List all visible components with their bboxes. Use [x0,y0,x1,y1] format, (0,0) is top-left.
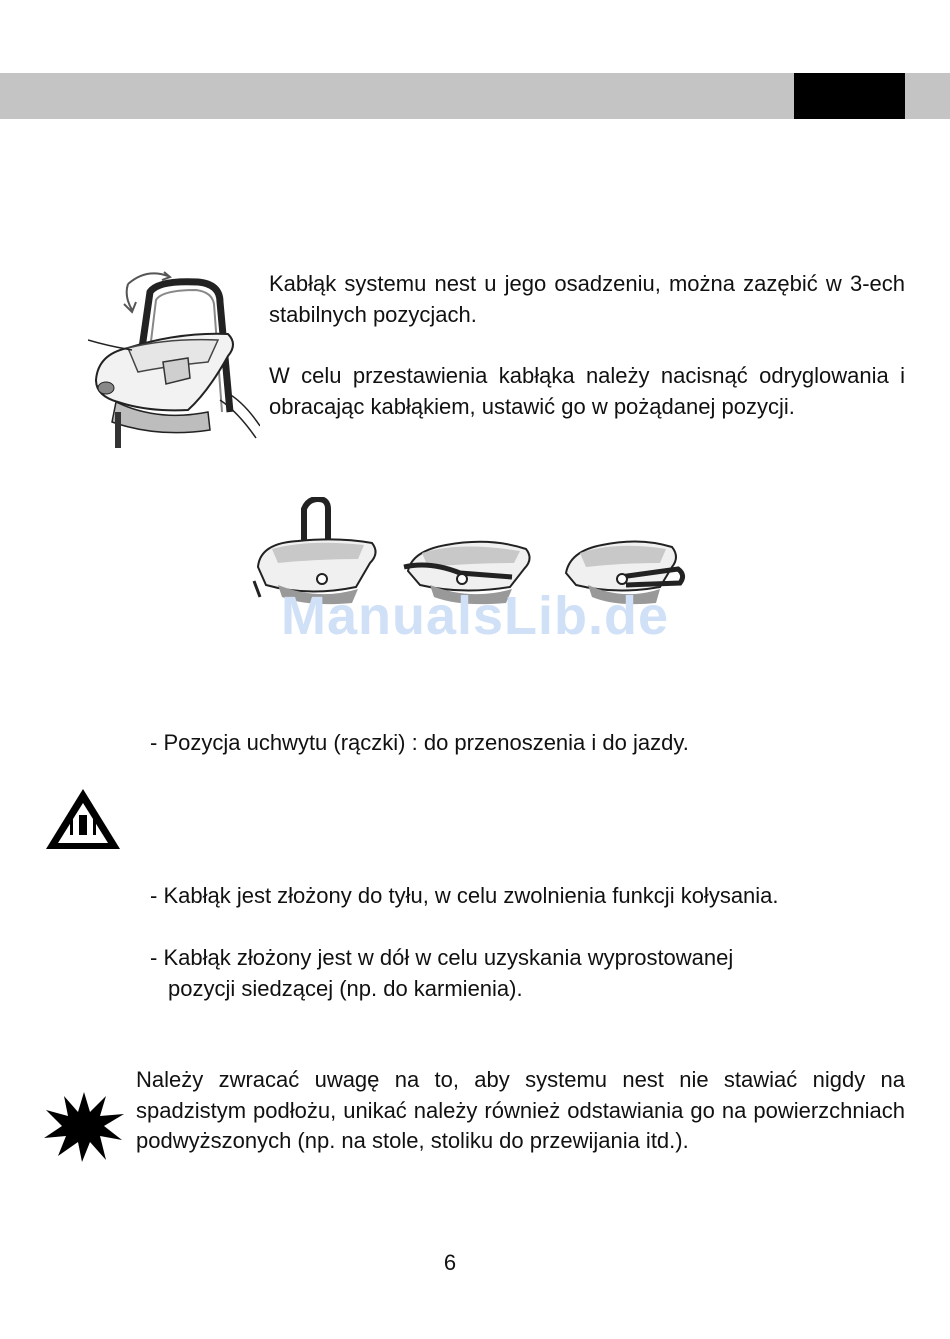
caution-burst-icon [44,1092,124,1162]
intro-paragraph-1: Kabłąk systemu nest u jego osadzeniu, można zazębić w 3-ech stabilnych pozycjach. [269,271,905,327]
carrier-handle-illustration [88,262,260,452]
watermark: ManualsLib.de [280,586,670,646]
bullet-handle-position: - Pozycja uchwytu (rączki) : do przenoszenia i do jazdy. [150,730,689,755]
bullet-folded-down-line2: pozycji siedzącej (np. do karmienia). [168,976,523,1001]
caution-paragraph: Należy zwracać uwagę na to, aby systemu nest nie stawiać nigdy na spadzistym podłożu, unikać należy również odstawiania go na powierzchniach podwyższonych (np. na stole, stoliku do przewijania itd.). [136,1067,905,1153]
intro-paragraph-2: W celu przestawienia kabłąka należy nacisnąć odryglowania i obracając kabłąkiem, ustawić go w pożądanej pozycji. [269,363,905,419]
bullet-folded-down-line1: - Kabłąk złożony jest w dół w celu uzyskania wyprostowanej [150,945,734,970]
bullet-folded-back: - Kabłąk jest złożony do tyłu, w celu zwolnienia funkcji kołysania. [150,883,779,908]
warning-triangle-icon [44,787,122,851]
page-number: 6 [443,1250,457,1275]
header-tab-block [794,73,905,119]
